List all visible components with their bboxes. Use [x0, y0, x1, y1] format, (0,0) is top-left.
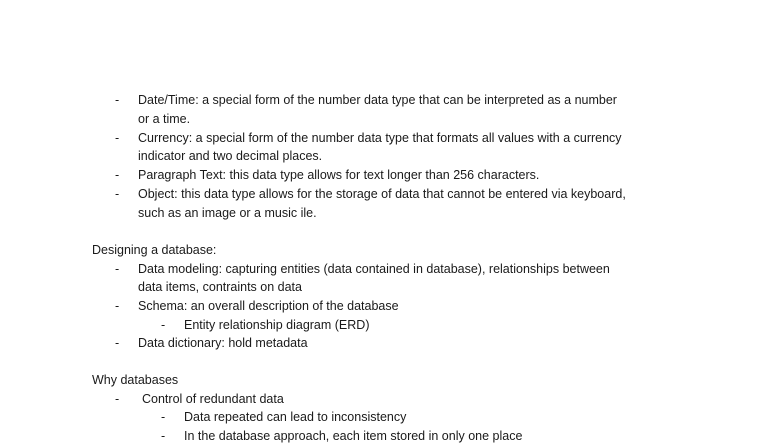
bullet-marker: - — [115, 262, 120, 276]
list-item-currency-line2: indicator and two decimal places. — [138, 149, 323, 163]
list-item-object-line1: Object: this data type allows for the storage of data that cannot be entered via keyboard, — [138, 187, 626, 201]
section-heading-why: Why databases — [92, 373, 179, 387]
bullet-marker: - — [115, 392, 120, 406]
bullet-marker: - — [115, 336, 120, 350]
sub-list-item-inconsistency: Data repeated can lead to inconsistency — [184, 410, 407, 424]
bullet-marker: - — [115, 168, 120, 182]
sub-bullet-marker: - — [161, 318, 166, 332]
list-item-datetime-line2: or a time. — [138, 112, 191, 126]
list-item-object-line2: such as an image or a music ile. — [138, 206, 317, 220]
list-item-data-modeling-line1: Data modeling: capturing entities (data contained in database), relationships between — [138, 262, 610, 276]
list-item-datetime-line1: Date/Time: a special form of the number data type that can be interpreted as a number — [138, 93, 617, 107]
list-item-redundant-data: Control of redundant data — [142, 392, 284, 406]
section-heading-designing: Designing a database: — [92, 243, 217, 257]
bullet-marker: - — [115, 93, 120, 107]
bullet-marker: - — [115, 131, 120, 145]
list-item-data-modeling-line2: data items, contraints on data — [138, 280, 302, 294]
sub-bullet-marker: - — [161, 410, 166, 424]
bullet-marker: - — [115, 299, 120, 313]
list-item-schema: Schema: an overall description of the database — [138, 299, 399, 313]
list-item-currency-line1: Currency: a special form of the number data type that formats all values with a currency — [138, 131, 622, 145]
bullet-marker: - — [115, 187, 120, 201]
list-item-data-dictionary: Data dictionary: hold metadata — [138, 336, 308, 350]
sub-list-item-erd: Entity relationship diagram (ERD) — [184, 318, 370, 332]
sub-list-item-one-place: In the database approach, each item stored in only one place — [184, 429, 523, 443]
list-item-paragraph-text: Paragraph Text: this data type allows for text longer than 256 characters. — [138, 168, 540, 182]
sub-bullet-marker: - — [161, 429, 166, 443]
